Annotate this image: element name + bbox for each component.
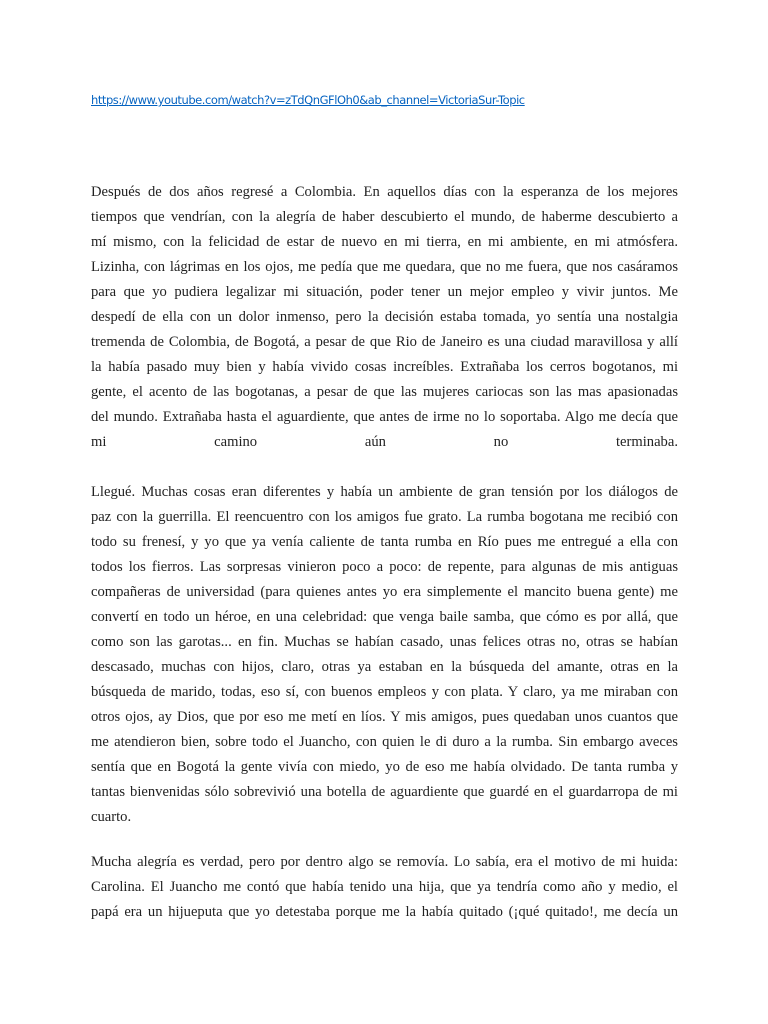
- word: mi: [91, 434, 107, 450]
- paragraph-line: despedí de ella con un dolor inmenso, pero la decisión estaba tomada, yo sentía una nostalgia: [91, 309, 678, 325]
- paragraph-line-spread: [91, 430, 678, 455]
- paragraph-line: del mundo. Extrañaba hasta el aguardiente, que antes de irme no lo soportaba. Algo me decía que: [91, 409, 678, 425]
- paragraph-line: como son las garotas... en fin. Muchas se habían casado, unas felices otras no, otras se habían: [91, 634, 678, 650]
- paragraph-line: todo su frenesí, y yo que ya venía caliente de tanta rumba en Río pues me entregué a ella con: [91, 534, 678, 550]
- paragraph-line: para que yo pudiera legalizar mi situación, poder tener un mejor empleo y vivir juntos. Me: [91, 284, 678, 300]
- paragraph-2: [91, 480, 678, 830]
- paragraph-line: todos los fierros. Las sorpresas vinieron poco a poco: de repente, para algunas de mis antiguas: [91, 559, 678, 575]
- youtube-link[interactable]: https://www.youtube.com/watch?v=zTdQnGFlOh0&ab_channel=VictoriaSur-Topic: [91, 93, 525, 107]
- paragraph-line: me atendieron bien, sobre todo el Juancho, con quien le di duro a la rumba. Sin embargo aveces: [91, 734, 678, 750]
- paragraph-line: Lizinha, con lágrimas en los ojos, me pedía que me quedara, que no me fuera, que nos casáramos: [91, 259, 678, 275]
- paragraph-line: papá era un hijueputa que yo detestaba porque me la había quitado (¡qué quitado!, me decía un: [91, 904, 678, 920]
- paragraph-line: compañeras de universidad (para quienes antes yo era simplemente el mancito buena gente) me: [91, 584, 678, 600]
- paragraph-1: [91, 180, 678, 455]
- word: terminaba.: [615, 434, 678, 450]
- paragraph-line: gente, el acento de las bogotanas, a pesar de que las mujeres cariocas son las mas apasionadas: [91, 384, 678, 400]
- paragraph-line: Carolina. El Juancho me contó que había tenido una hija, que ya tendría como año y medio, el: [91, 879, 678, 895]
- paragraph-line: búsqueda de marido, todas, eso sí, con buenos empleos y con plata. Y claro, ya me miraban con: [91, 684, 678, 700]
- paragraph-line: sentía que en Bogotá la gente vivía con miedo, yo de eso me había olvidado. De tanta rumba y: [91, 759, 678, 775]
- paragraph-line: cuarto.: [91, 809, 132, 825]
- paragraph-line: tiempos que vendrían, con la alegría de haber descubierto el mundo, de haberme descubierto a: [91, 209, 678, 225]
- word: aún: [364, 434, 386, 450]
- paragraph-line: tantas bienvenidas sólo sobrevivió una botella de aguardiente que guardé en el guardarropa de mi: [91, 784, 678, 800]
- paragraph-3: [91, 850, 678, 925]
- paragraph-line: descasado, muchas con hijos, claro, otras ya estaban en la búsqueda del amante, otras en la: [91, 659, 678, 675]
- word: no: [493, 434, 509, 450]
- paragraph-line: la había pasado muy bien y había vivido cosas increíbles. Extrañaba los cerros bogotanos, mi: [91, 359, 678, 375]
- paragraph-line: Llegué. Muchas cosas eran diferentes y había un ambiente de gran tensión por los diálogos de: [91, 484, 678, 500]
- paragraph-line: tremenda de Colombia, de Bogotá, a pesar de que Rio de Janeiro es una ciudad maravillosa y allí: [91, 334, 678, 350]
- paragraph-line: convertí en todo un héroe, en una celebridad: que venga baile samba, que cómo es por allá, que: [91, 609, 678, 625]
- paragraph-line: Mucha alegría es verdad, pero por dentro algo se removía. Lo sabía, era el motivo de mi huida:: [91, 854, 678, 870]
- paragraph-line: Después de dos años regresé a Colombia. En aquellos días con la esperanza de los mejores: [91, 184, 678, 200]
- paragraph-line: paz con la guerrilla. El reencuentro con los amigos fue grato. La rumba bogotana me recibió con: [91, 509, 678, 525]
- word: camino: [214, 434, 258, 450]
- paragraph-line: mí mismo, con la felicidad de estar de nuevo en mi tierra, en mi ambiente, en mi atmósfera.: [91, 234, 678, 250]
- paragraph-line: otros ojos, ay Dios, que por eso me metí en líos. Y mis amigos, pues quedaban unos cuantos que: [91, 709, 678, 725]
